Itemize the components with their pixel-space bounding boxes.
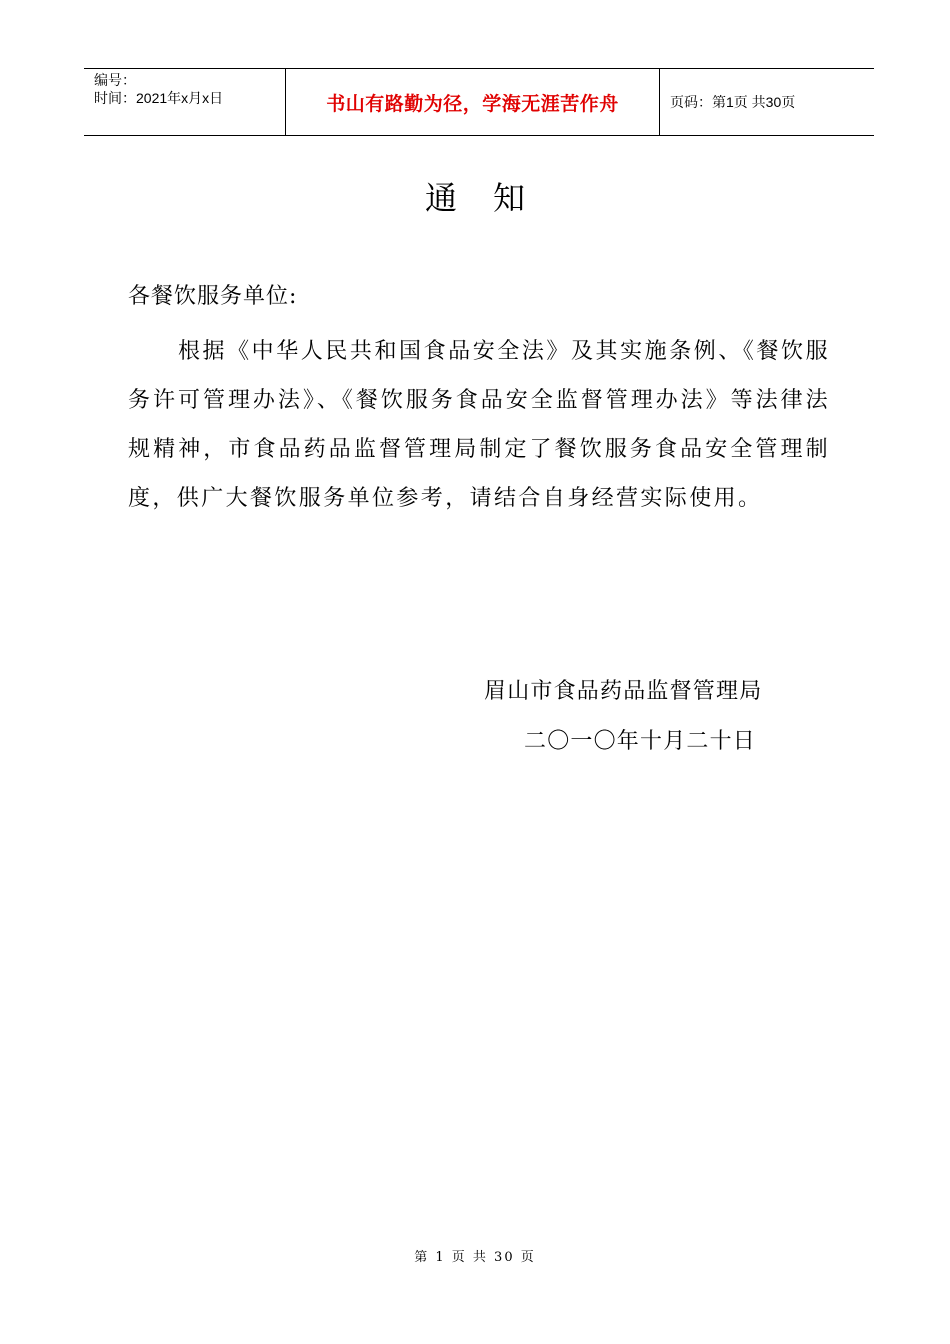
page-info: 页码：第1页 共30页: [670, 94, 796, 110]
page-footer: 第 1 页 共 30 页: [414, 1250, 536, 1265]
signature-organization: 眉山市食品药品监督管理局: [484, 679, 763, 704]
document-title: 通知: [424, 179, 561, 217]
salutation: 各餐饮服务单位:: [128, 284, 298, 309]
signature-date: 二〇一〇年十月二十日: [524, 729, 757, 754]
header-motto-cell: [286, 69, 660, 135]
document-header: [84, 68, 874, 136]
body-paragraph: 根据《中华人民共和国食品安全法》及其实施条例、《餐饮服务许可管理办法》、《餐饮服务食品安全监督管理办法》等法律法规精神，市食品药品监督管理局制定了餐饮服务食品安全管理制度，供广大餐饮服务单位参考，请结合自身经营实际使用。: [128, 339, 830, 511]
number-label: 编号：: [94, 72, 136, 88]
header-page-cell: [660, 69, 874, 135]
time-label: 时间：2021年x月x日: [94, 90, 224, 106]
motto-text: 书山有路勤为径，学海无涯苦作舟: [326, 92, 619, 115]
header-meta-cell: [84, 69, 286, 135]
